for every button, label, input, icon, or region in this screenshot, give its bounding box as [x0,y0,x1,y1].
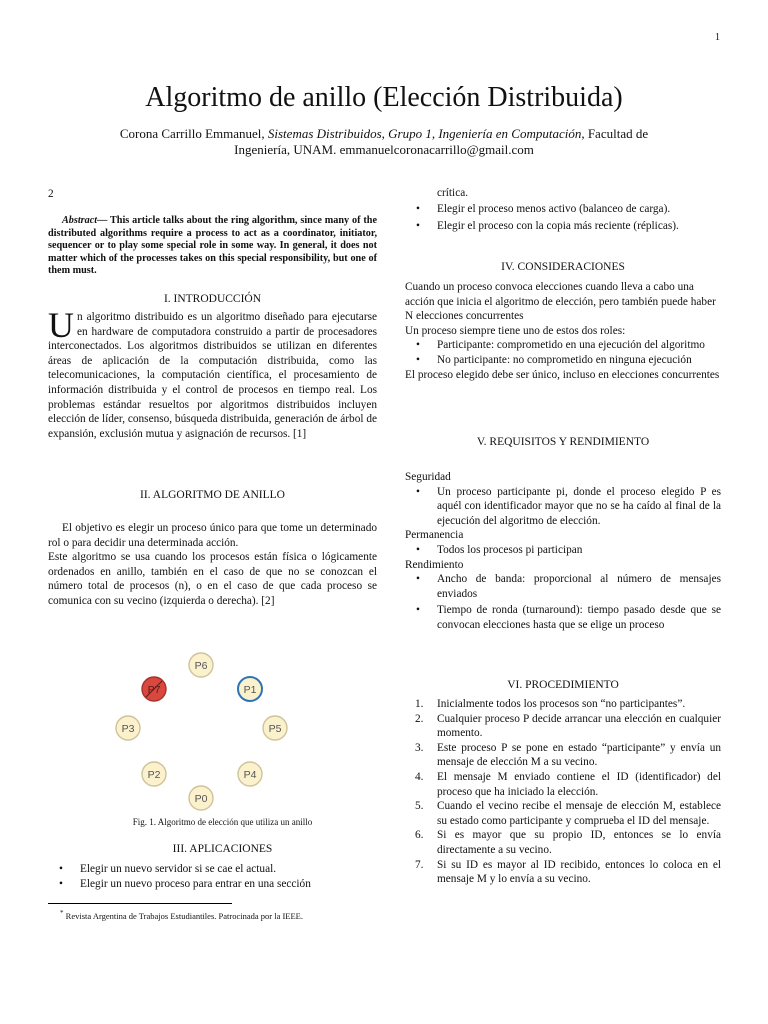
procedure-list [405,697,721,887]
considerations-paragraph-1: Cuando un proceso convoca elecciones cuando lleva a cabo una acción que inicia el algoritmo de elección, pero también puede haber N elecciones concurrentes [405,281,716,323]
considerations-block [405,280,721,382]
procedure-step: 6. Si es mayor que su propio ID, entonces se lo envía directamente a su vecino. [415,829,721,856]
svg-text:P6: P6 [194,660,208,672]
security-label: Seguridad [405,471,451,483]
ring-paragraph-2: Este algoritmo se usa cuando los procesos están física o lógicamente ordenados en anillo, también en el caso de que no se conozcan el número total de procesos (n), o en el caso de que cada proceso se comunica con su vecino (izquierda o derecha). [2] [48,551,377,607]
svg-text:P0: P0 [194,793,208,805]
footnote [60,909,303,921]
performance-list [405,572,721,632]
procedure-step: 5. Cuando el vecino recibe el mensaje de elección M, establece su estado como participante y comprueba el ID del mensaje. [415,800,721,827]
node-p3 [116,716,140,740]
stray-number: 2 [48,188,54,200]
list-item: • Elegir el proceso menos activo (balanceo de carga). [405,201,721,218]
list-item: • Tiempo de ronda (turnaround): tiempo pasado desde que se convocan elecciones hasta que se elige un proceso [405,603,721,632]
considerations-paragraph-2: Un proceso siempre tiene uno de estos dos roles: [405,324,626,337]
author-name: Corona Carrillo Emmanuel, [119,126,265,141]
svg-text:P5: P5 [268,723,282,735]
list-item: • Un proceso participante pi, donde el proceso elegido P es aquél con identificador mayor que no se ha caído al final de la ejecución del algoritmo de elección. [405,485,721,529]
node-p2 [142,762,166,786]
ring-figure [110,645,310,815]
heading-algoritmo-anillo: II. ALGORITMO DE ANILLO [139,489,285,501]
procedure-step: 4. El mensaje M enviado contiene el ID (identificador) del proceso que ha iniciado la elección. [415,770,721,798]
intro-text: n algoritmo distribuido es un algoritmo diseñado para ejecutarse en hardware de computadora construido a partir de procesadores interconectados. Los algoritmos distribuidos se utilizan en diferentes áreas de aplicación de la computación distribuida, como las telecomunicaciones, la computación científica, el procesamiento de información distribuida y el control de procesos en tiempo real. Los problemas estándar resueltos por algoritmos distribuidos incluyen elección de líder, consenso, búsqueda distribuida, generación de árbol de expansión, exclusión mutua y asignación de recursos. [1] [48,311,377,440]
footnote-text: Revista Argentina de Trabajos Estudiantiles. Patrocinada por la IEEE. [63,910,303,921]
permanence-list [405,543,721,558]
footnote-mark: * [60,909,64,917]
list-item: • Elegir el proceso con la copia más reciente (réplicas). [405,218,721,235]
security-list [405,485,721,529]
applications-continuation: crítica. [437,187,469,199]
svg-text:P4: P4 [243,769,257,781]
svg-text:P2: P2 [147,769,161,781]
list-item: • Elegir un nuevo proceso para entrar en una sección [48,877,377,892]
performance-label: Rendimiento [405,558,464,571]
requirements-block [405,470,721,633]
heading-aplicaciones: III. APLICACIONES [172,843,273,855]
roles-list [405,338,721,367]
drop-cap: U [48,305,74,345]
abstract-dash: — [97,215,111,226]
svg-text:P7: P7 [147,684,161,696]
list-item: • Ancho de banda: proporcional al número de mensajes enviados [405,572,721,601]
heading-procedimiento: VI. PROCEDIMIENTO [507,679,619,691]
abstract [48,215,377,278]
node-p5 [263,716,287,740]
procedure-step: 1. Inicialmente todos los procesos son “no participantes”. [415,698,686,710]
ring-paragraph-1: El objetivo es elegir un proceso único para que tome un determinado rol o para decidir una determinada acción. [48,522,377,549]
author-affiliation: Sistemas Distribuidos, Grupo 1, Ingeniería en Computación [267,126,582,141]
abstract-text: This article talks about the ring algorithm, since many of the distributed algorithms require a process to act as a coordinator, initiator, sequencer or to play some special role in some way. In general, it does not matter which of the processes takes on this special responsibility, but one of them must. [48,215,377,277]
list-item: • No participante: no comprometido en ninguna ejecución [405,353,721,368]
page-number: 1 [715,32,720,43]
procedure-step: 2. Cualquier proceso P decide arrancar una elección en cualquier momento. [415,712,721,740]
svg-text:P1: P1 [243,684,257,696]
footnote-rule [48,903,232,904]
intro-paragraph [48,305,377,441]
list-item: • Elegir un nuevo servidor si se cae el actual. [48,862,377,877]
author-rest: , Facultad de Ingeniería, UNAM. emmanuelcoronacarrillo@gmail.com [234,126,649,157]
heading-consideraciones: IV. CONSIDERACIONES [501,261,625,273]
heading-introduccion: I. INTRODUCCIÓN [163,293,262,305]
node-p1 [238,677,262,701]
heading-requisitos: V. REQUISITOS Y RENDIMIENTO [476,436,650,448]
procedure-step: 7. Si su ID es mayor al ID recibido, entonces lo coloca en el mensaje M y lo envía a su vecino. [415,858,721,886]
applications-list [48,862,377,891]
node-p4 [238,762,262,786]
permanence-label: Permanencia [405,529,464,542]
applications-list-continued [405,201,721,234]
author-line [100,126,668,158]
node-p6 [189,653,213,677]
figure-caption: Fig. 1. Algoritmo de elección que utiliza un anillo [132,817,313,827]
abstract-label: Abstract [62,215,98,226]
list-item: • Participante: comprometido en una ejecución del algoritmo [405,338,721,353]
list-item: • Todos los procesos pi participan [405,543,721,558]
node-p0 [189,786,213,810]
paper-title: Algoritmo de anillo (Elección Distribuida) [145,82,623,113]
svg-text:P3: P3 [121,723,135,735]
node-p7 [142,677,166,701]
procedure-step: 3. Este proceso P se pone en estado “participante” y envía un mensaje de elección M a su vecino. [415,741,721,769]
considerations-paragraph-3: El proceso elegido debe ser único, incluso en elecciones concurrentes [405,368,720,381]
